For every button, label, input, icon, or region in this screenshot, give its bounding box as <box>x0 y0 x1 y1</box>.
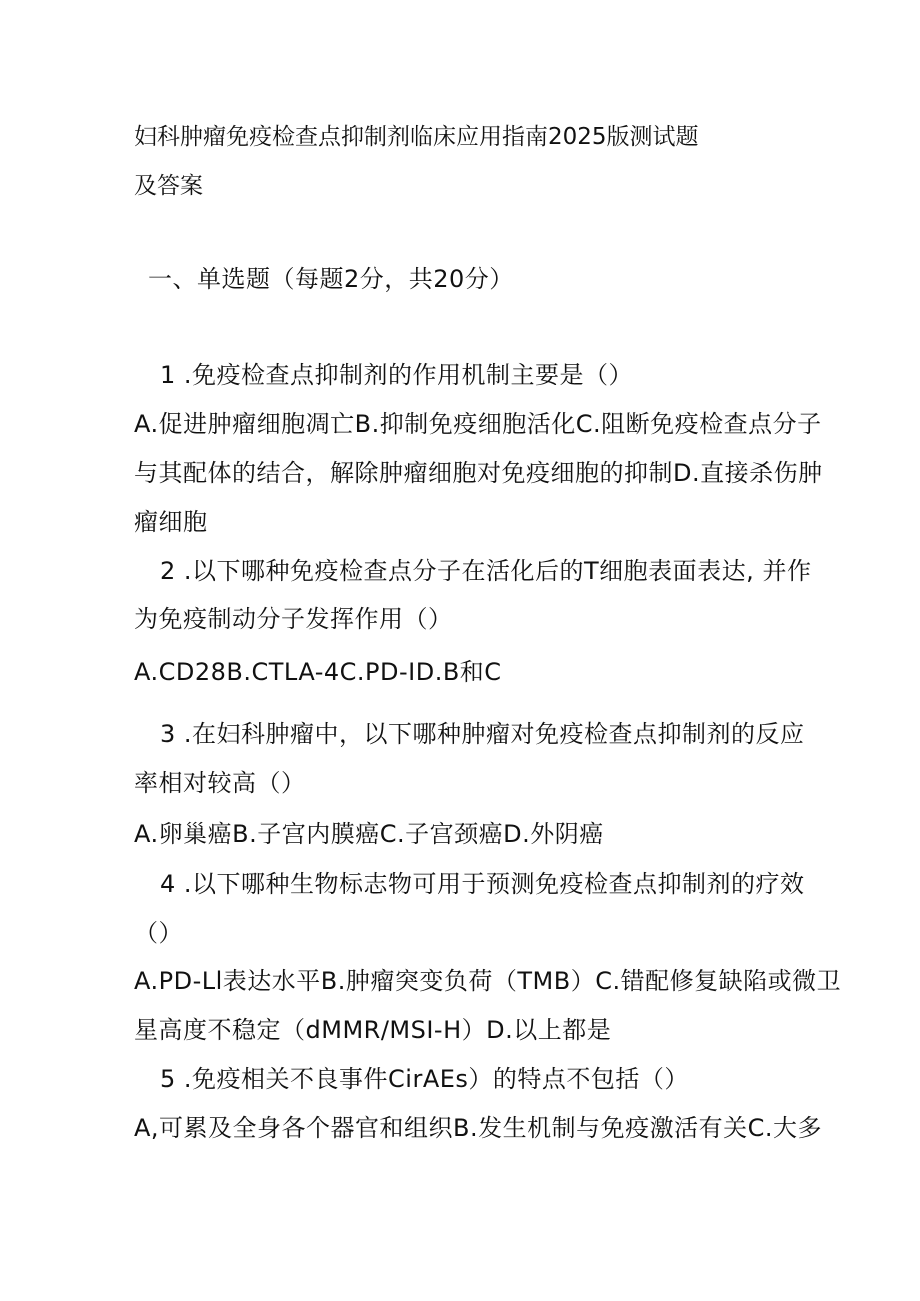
question-2-stem-line-2: 为免疫制动分子发挥作用（） <box>134 605 453 633</box>
question-3-stem-line-1: 3 .在妇科肿瘤中，以下哪种肿瘤对免疫检查点抑制剂的反应 <box>160 720 805 748</box>
question-1-options-line-3: 瘤细胞 <box>134 508 208 536</box>
document-title-line-2: 及答案 <box>134 173 203 199</box>
question-3-stem-line-2: 率相对较高（） <box>134 769 306 797</box>
question-2-stem-line-1: 2 .以下哪种免疫检查点分子在活化后的T细胞表面表达, 并作 <box>160 557 812 585</box>
section-heading: 一、单选题（每题2分，共20分） <box>148 265 514 293</box>
question-4-options-line-2: 星高度不稳定（dMMR/MSI-H）D.以上都是 <box>134 1016 612 1044</box>
question-1-stem: 1 .免疫检查点抑制剂的作用机制主要是（） <box>160 361 634 389</box>
question-2-options: A.CD28B.CTLA-4C.PD-ID.B和C <box>134 658 502 686</box>
question-1-options-line-1: A.促进肿瘤细胞凋亡B.抑制免疫细胞活化C.阻断免疫检查点分子 <box>134 410 822 438</box>
question-4-stem-line-2: （） <box>134 919 183 947</box>
question-5-stem: 5 .免疫相关不良事件CirAEs）的特点不包括（） <box>160 1065 689 1093</box>
document-title-line-1: 妇科肿瘤免疫检查点抑制剂临床应用指南2025版测试题 <box>134 124 699 150</box>
question-4-options-line-1: A.PD-Ll表达水平B.肿瘤突变负荷（TMB）C.错配修复缺陷或微卫 <box>134 967 842 995</box>
question-3-options: A.卵巢癌B.子宫内膜癌C.子宫颈癌D.外阴癌 <box>134 820 604 848</box>
question-4-stem-line-1: 4 .以下哪种生物标志物可用于预测免疫检查点抑制剂的疗效 <box>160 870 805 898</box>
question-5-options-line-1: A,可累及全身各个器官和组织B.发生机制与免疫激活有关C.大多 <box>134 1114 823 1142</box>
question-1-options-line-2: 与其配体的结合，解除肿瘤细胞对免疫细胞的抑制D.直接杀伤肿 <box>134 459 823 487</box>
